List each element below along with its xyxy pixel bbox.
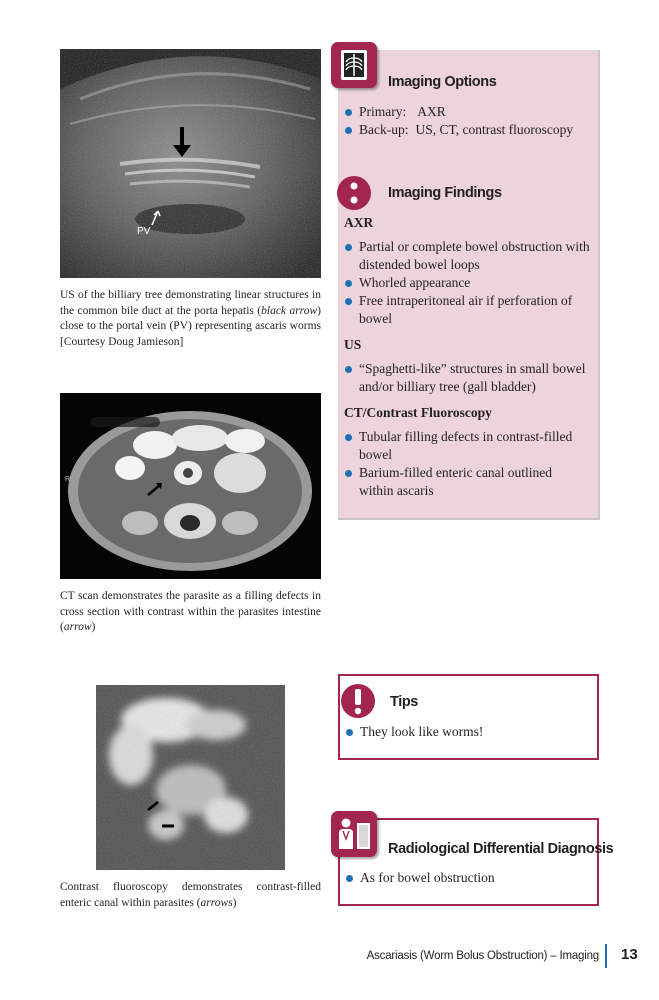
differential-title: Radiological Differential Diagnosis [388, 841, 614, 857]
bullet-dot-icon [345, 434, 352, 441]
ct-scan-image [60, 393, 321, 579]
bullet-dot-icon [345, 280, 352, 287]
findings-heading-us: US [344, 337, 362, 352]
bullet-dot-icon [345, 470, 352, 477]
dots-icon [331, 170, 377, 216]
ultrasound-caption: US of the billiary tree demonstrating linear structures in the common bile duct at the porta hepatis (black arrow) close to the portal vein (PV) representing ascaris worms [Courtesy Doug Jamieson] [60, 289, 321, 348]
imaging-option-backup: Back-up: US, CT, contrast fluoroscopy [345, 121, 595, 139]
ultrasound-image [60, 49, 321, 278]
bullet-dot-icon [345, 298, 352, 305]
imaging-option-primary: Primary: AXR [345, 103, 595, 121]
fluoroscopy-caption: Contrast fluoroscopy demonstrates contrast-filled enteric canal within parasites (arrows) [60, 881, 321, 909]
footer-divider [605, 944, 607, 968]
tips-title: Tips [390, 694, 418, 710]
differential-item-1: As for bowel obstruction [346, 869, 586, 887]
tips-item-1: They look like worms! [346, 723, 586, 741]
exclamation-icon [338, 681, 378, 721]
bullet-dot-icon [345, 127, 352, 134]
ultrasound-pv-label: PV [137, 226, 151, 237]
findings-us-item-1: “Spaghetti-like” structures in small bowel and/or billiary tree (gall bladder) [345, 360, 595, 396]
findings-ct-item-1: Tubular filling defects in contrast-filled bowel [345, 428, 595, 464]
ct-caption: CT scan demonstrates the parasite as a filling defects in cross section with contrast within the parasites intestine (arrow) [60, 590, 321, 633]
findings-ct-item-2: Barium-filled enteric canal outlined within ascaris [345, 464, 575, 500]
findings-axr-item-3: Free intraperitoneal air if perforation of bowel [345, 292, 595, 328]
bullet-dot-icon [345, 109, 352, 116]
findings-heading-ct: CT/Contrast Fluoroscopy [344, 405, 492, 420]
bullet-dot-icon [345, 244, 352, 251]
bullet-dot-icon [346, 875, 353, 882]
doctor-xray-icon [331, 811, 377, 857]
bullet-dot-icon [345, 366, 352, 373]
xray-chest-icon [331, 42, 377, 88]
fluoroscopy-image [96, 685, 285, 870]
imaging-options-title: Imaging Options [388, 74, 497, 90]
findings-axr-item-1: Partial or complete bowel obstruction with distended bowel loops [345, 238, 595, 274]
differential-box [338, 818, 599, 906]
findings-axr-item-2: Whorled appearance [345, 274, 595, 292]
running-footer-title: Ascariasis (Worm Bolus Obstruction) – Imaging [366, 950, 599, 962]
imaging-findings-title: Imaging Findings [388, 185, 502, 201]
ct-side-marker: R [65, 476, 71, 483]
page-number: 13 [621, 946, 638, 963]
findings-heading-axr: AXR [344, 215, 374, 230]
bullet-dot-icon [346, 729, 353, 736]
